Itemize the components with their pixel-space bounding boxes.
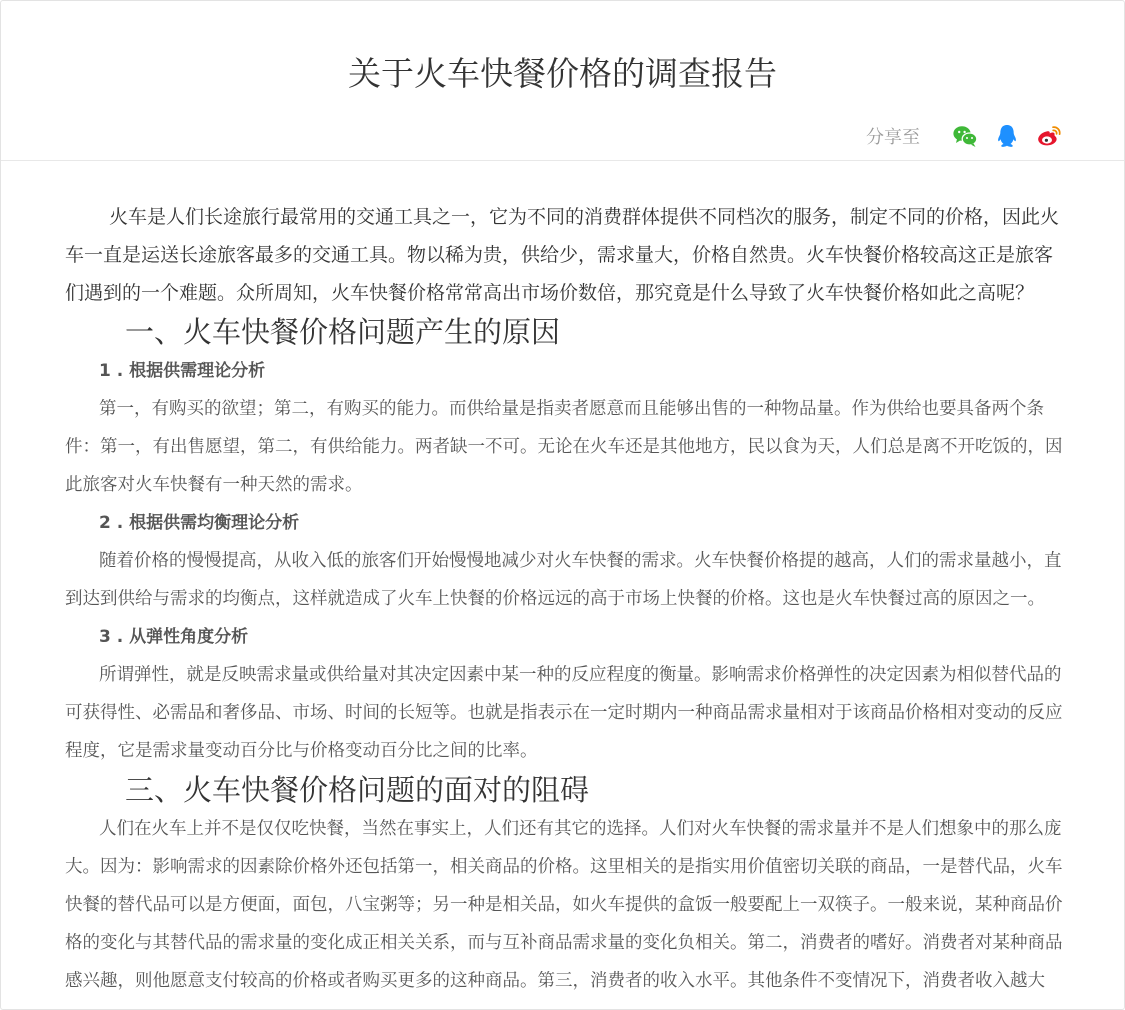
article-title: 关于火车快餐价格的调查报告 bbox=[348, 54, 777, 93]
wechat-icon[interactable] bbox=[952, 123, 978, 149]
paragraph-obstacles: 人们在火车上并不是仅仅吃快餐，当然在事实上，人们还有其它的选择。人们对火车快餐的需求量并不是人们想象中的那么庞大。因为：影响需求的因素除价格外还包括第一，相关商品的价格。这里相关的是指实用价值密切关联的商品，一是替代品，火车快餐的替代品可以是方便面，面包，八宝粥等；另一种是相关品，如火车提供的盒饭一般要配上一双筷子。一般来说，某种商品价格的变化与其替代品的需求量的变化成正相关关系，而与互补商品需求量的变化负相关。第二，消费者的嗜好。消费者对某种商品感兴趣，则他愿意支付较高的价格或者购买更多的这种商品。第三，消费者的收入水平。其他条件不变情况下，消费者收入越大 bbox=[65, 819, 1063, 991]
share-label: 分享至 bbox=[866, 127, 920, 148]
qq-icon[interactable] bbox=[994, 123, 1020, 149]
paragraph-elasticity: 所谓弹性，就是反映需求量或供给量对其决定因素中某一种的反应程度的衡量。影响需求价格弹性的决定因素为相似替代品的可获得性、必需品和奢侈品、市场、时间的长短等。也就是指表示在一定时期内一种商品需求量相对于该商品价格相对变动的反应程度，它是需求量变动百分比与价格变动百分比之间的比率。 bbox=[65, 665, 1063, 761]
subheading-supply-demand: 1 . 根据供需理论分析 bbox=[99, 361, 266, 381]
weibo-icon[interactable] bbox=[1036, 123, 1062, 149]
intro-paragraph: 火车是人们长途旅行最常用的交通工具之一，它为不同的消费群体提供不同档次的服务，制定不同的价格，因此火车一直是运送长途旅客最多的交通工具。物以稀为贵，供给少，需求量大，价格自然贵。火车快餐价格较高这正是旅客们遇到的一个难题。众所周知，火车快餐价格常常高出市场价数倍，那究竟是什么导致了火车快餐价格如此之高呢？ bbox=[65, 206, 1060, 304]
paragraph-supply-demand: 第一，有购买的欲望；第二，有购买的能力。而供给量是指卖者愿意而且能够出售的一种物品量。作为供给也要具备两个条件：第一，有出售愿望，第二，有供给能力。两者缺一不可。无论在火车还是其他地方，民以食为天，人们总是离不开吃饭的，因此旅客对火车快餐有一种天然的需求。 bbox=[65, 399, 1063, 495]
subheading-elasticity: 3 . 从弹性角度分析 bbox=[99, 627, 249, 647]
article-header bbox=[1, 1, 1124, 161]
subheading-equilibrium: 2 . 根据供需均衡理论分析 bbox=[99, 513, 300, 533]
paragraph-equilibrium: 随着价格的慢慢提高，从收入低的旅客们开始慢慢地减少对火车快餐的需求。火车快餐价格提的越高，人们的需求量越小，直到达到供给与需求的均衡点，这样就造成了火车上快餐的价格远远的高于市场上快餐的价格。这也是火车快餐过高的原因之一。 bbox=[65, 551, 1062, 609]
section-heading-causes: 一、火车快餐价格问题产生的原因 bbox=[125, 315, 561, 349]
share-bar bbox=[866, 119, 1062, 153]
section-heading-obstacles: 三、火车快餐价格问题的面对的阻碍 bbox=[125, 773, 590, 807]
article-body bbox=[65, 198, 1063, 1000]
